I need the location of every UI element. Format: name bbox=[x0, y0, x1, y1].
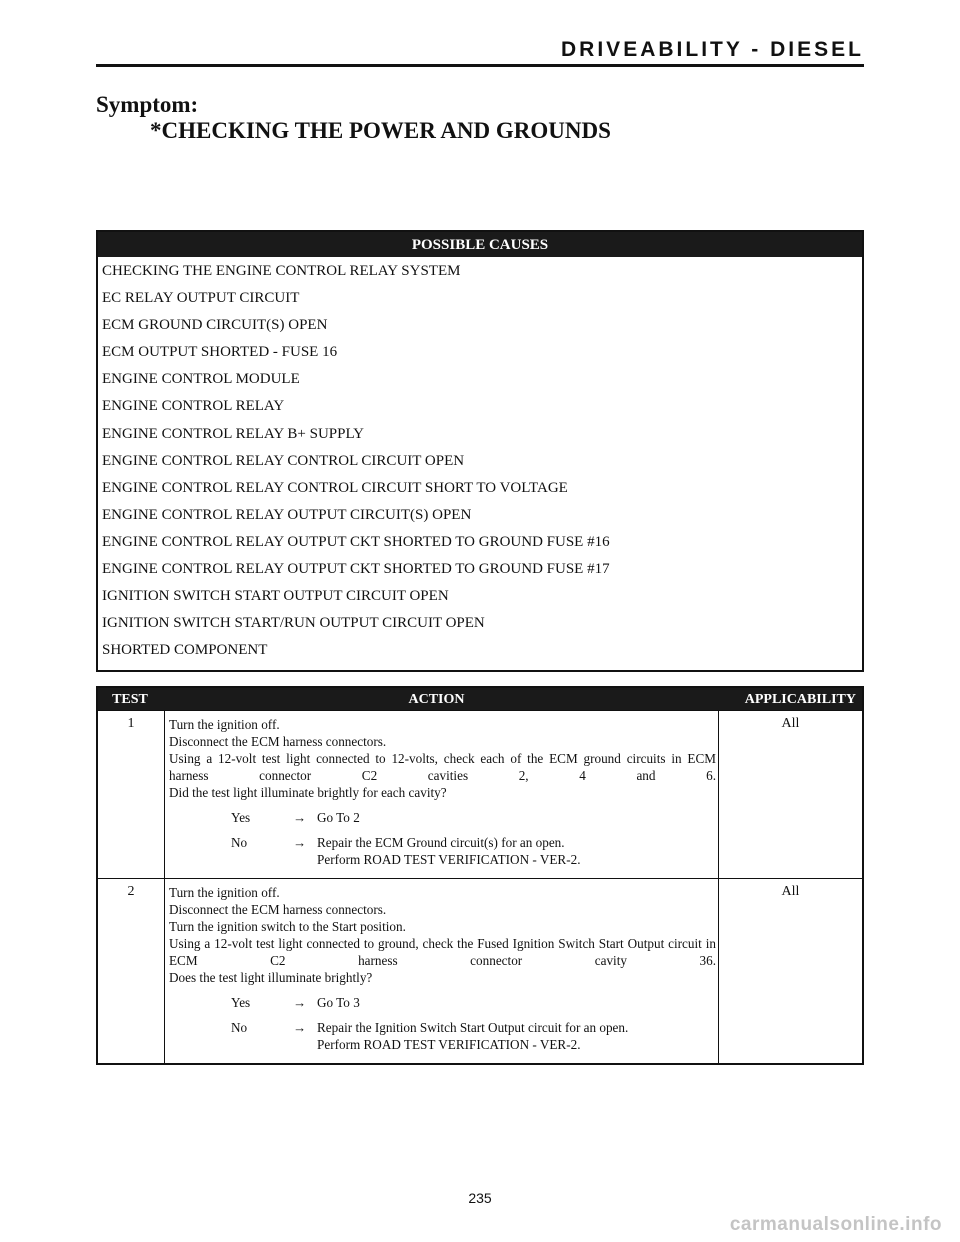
cause-item: ENGINE CONTROL RELAY CONTROL CIRCUIT OPEN bbox=[102, 452, 465, 469]
arrow-right-icon: → bbox=[293, 1020, 307, 1035]
cause-item: ENGINE CONTROL RELAY B+ SUPPLY bbox=[102, 425, 364, 442]
test-step: Disconnect the ECM harness connectors. bbox=[169, 734, 387, 749]
applicability-column-header: APPLICABILITY bbox=[744, 692, 856, 707]
no-answer bbox=[169, 834, 716, 868]
test-table-header bbox=[98, 688, 862, 710]
cause-item: SHORTED COMPONENT bbox=[102, 642, 268, 659]
test-step bbox=[169, 935, 716, 969]
yes-result: Go To 3 bbox=[317, 995, 360, 1010]
symptom-label: Symptom: bbox=[96, 92, 199, 117]
test-step: Does the test light illuminate brightly? bbox=[169, 970, 373, 985]
no-result-line: Repair the Ignition Switch Start Output circuit for an open. bbox=[317, 1020, 629, 1035]
test-number: 2 bbox=[98, 879, 165, 1063]
test-step: Turn the ignition switch to the Start position. bbox=[169, 919, 406, 934]
test-column-header: TEST bbox=[112, 692, 148, 707]
no-result bbox=[317, 834, 716, 868]
symptom-title: *CHECKING THE POWER AND GROUNDS bbox=[150, 118, 611, 143]
cause-item: ENGINE CONTROL RELAY OUTPUT CKT SHORTED TO GROUND FUSE #16 bbox=[102, 533, 610, 550]
page-number: 235 bbox=[468, 1190, 492, 1206]
header-rule bbox=[96, 64, 864, 67]
yes-label: Yes bbox=[231, 995, 251, 1010]
test-applicability: All bbox=[781, 716, 800, 731]
cause-item: ENGINE CONTROL RELAY bbox=[102, 398, 285, 415]
no-result-line: Perform ROAD TEST VERIFICATION - VER-2. bbox=[317, 852, 581, 867]
possible-causes-table bbox=[96, 230, 864, 672]
yes-label: Yes bbox=[231, 810, 251, 825]
test-step: Turn the ignition off. bbox=[169, 717, 280, 732]
yes-result: Go To 2 bbox=[317, 810, 360, 825]
cause-item: ENGINE CONTROL RELAY OUTPUT CKT SHORTED TO GROUND FUSE #17 bbox=[102, 561, 610, 578]
action-column-header: ACTION bbox=[408, 692, 465, 707]
cause-item: CHECKING THE ENGINE CONTROL RELAY SYSTEM bbox=[102, 263, 461, 279]
arrow-right-icon: → bbox=[293, 810, 307, 825]
no-result-line: Repair the ECM Ground circuit(s) for an open. bbox=[317, 835, 565, 850]
no-label: No bbox=[231, 1020, 248, 1035]
cause-item: ENGINE CONTROL RELAY CONTROL CIRCUIT SHORT TO VOLTAGE bbox=[102, 479, 568, 496]
cause-item: ENGINE CONTROL RELAY OUTPUT CIRCUIT(S) OPEN bbox=[102, 506, 472, 523]
no-answer bbox=[169, 1019, 716, 1053]
test-number: 1 bbox=[98, 711, 165, 878]
no-label: No bbox=[231, 835, 248, 850]
test-applicability: All bbox=[781, 884, 800, 899]
test-step: Turn the ignition off. bbox=[169, 885, 280, 900]
cause-item: ECM GROUND CIRCUIT(S) OPEN bbox=[102, 317, 328, 334]
test-step-text: Using a 12-volt test light connected to 12-volts, check each of the ECM ground circuits in ECM harness connector C2 cavities 2, 4 and 6. bbox=[169, 751, 716, 783]
test-action bbox=[165, 879, 719, 1063]
no-result bbox=[317, 1019, 716, 1053]
possible-causes-heading: POSSIBLE CAUSES bbox=[98, 232, 862, 257]
cause-item: ECM OUTPUT SHORTED - FUSE 16 bbox=[102, 344, 338, 361]
test-action-table bbox=[96, 686, 864, 1065]
yes-answer bbox=[169, 809, 716, 826]
cause-item: IGNITION SWITCH START/RUN OUTPUT CIRCUIT OPEN bbox=[102, 615, 485, 632]
watermark-logo: carmanualsonline.info bbox=[729, 1214, 942, 1235]
possible-causes-list bbox=[98, 257, 862, 670]
cause-item: EC RELAY OUTPUT CIRCUIT bbox=[102, 290, 300, 307]
cause-item: IGNITION SWITCH START OUTPUT CIRCUIT OPEN bbox=[102, 588, 449, 605]
test-step bbox=[169, 750, 716, 784]
arrow-right-icon: → bbox=[293, 995, 307, 1010]
test-step-text: Using a 12-volt test light connected to ground, check the Fused Ignition Switch Start Output circuit in ECM C2 harness connector cavity 36. bbox=[169, 936, 716, 968]
yes-answer bbox=[169, 994, 716, 1011]
test-step: Did the test light illuminate brightly for each cavity? bbox=[169, 785, 447, 800]
arrow-right-icon: → bbox=[293, 835, 307, 850]
section-header: DRIVEABILITY - DIESEL bbox=[561, 38, 864, 61]
cause-item: ENGINE CONTROL MODULE bbox=[102, 371, 300, 388]
test-row bbox=[98, 878, 862, 1063]
test-row bbox=[98, 710, 862, 878]
no-result-line: Perform ROAD TEST VERIFICATION - VER-2. bbox=[317, 1037, 581, 1052]
test-action bbox=[165, 711, 719, 878]
test-step: Disconnect the ECM harness connectors. bbox=[169, 902, 387, 917]
